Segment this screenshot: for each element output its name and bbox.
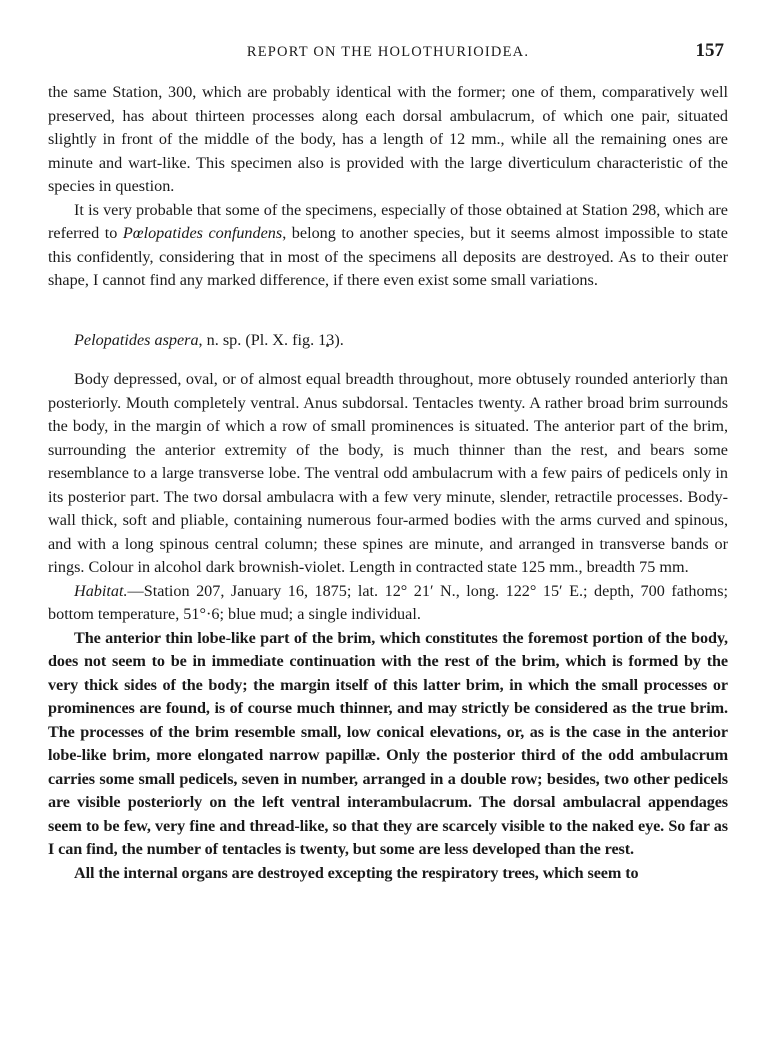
- paragraph-continuation: the same Station, 300, which are probably identical with the former; one of them, comparatively well preserved, has about thirteen processes along each dorsal ambulacrum, of which one pair, situated slightly in front of the middle of the body, has a length of 12 mm., while all the remaining ones are minute and wart-like. This specimen also is provided with the large diverticulum characteristic of the species in question.: [48, 83, 728, 195]
- paragraph-internal-organs: All the internal organs are destroyed excepting the respiratory trees, which seem to: [74, 863, 639, 882]
- paragraph-text: , belong to another species, but it seems almost impossible to state this confidently, considering that in most of the specimens all deposits are destroyed. As to their outer shape, I cannot find any marked difference, if there even exist some small variations.: [48, 224, 728, 289]
- paragraph-text: It is very probable that some of the specimens, especially of those obtained at Station 298, which are referred to: [48, 200, 728, 242]
- species-heading-name: Pelopatides aspera: [74, 330, 199, 349]
- running-head: REPORT ON THE HOLOTHURIOIDEA.: [246, 44, 530, 60]
- species-heading: [48, 329, 728, 353]
- paragraph-confundens: [48, 199, 728, 293]
- habitat-label: Habitat.: [74, 581, 128, 600]
- habitat-text: —Station 207, January 16, 1875; lat. 12° 21′ N., long. 122° 15′ E.; depth, 700 fathoms; bottom temperature, 51°·6; blue mud; a single individual.: [48, 581, 728, 623]
- species-heading-ref: , n. sp. (Pl. X. fig. 13).: [198, 330, 344, 349]
- species-name-italic: Pœlopatides confundens: [122, 224, 283, 242]
- paragraph-habitat: [48, 580, 728, 627]
- body-text: [48, 81, 728, 885]
- paragraph-description: Body depressed, oval, or of almost equal breadth throughout, more obtusely rounded anteriorly than posteriorly. Mouth completely ventral. Anus subdorsal. Tentacles twenty. A rather broad brim surrounds the body, in the margin of which a row of small prominences is situated. The anterior part of the brim, surrounding the anterior extremity of the body, is much thinner than the rest, and bears some resemblance to a large transverse lobe. The ventral odd ambulacrum with a few pairs of pedicels only in its posterior part. The two dorsal ambulacra with a few very minute, slender, retractile processes. Body-wall thick, soft and pliable, containing numerous four-armed bodies with the arms curved and spinous, and with a long spinous central column; these spines are minute, and arranged in transverse bands or rings. Colour in alcohol dark brownish-violet. Length in contracted state 125 mm., breadth 75 mm.: [48, 370, 728, 576]
- page-number: 157: [695, 40, 724, 61]
- paragraph-brim: The anterior thin lobe-like part of the brim, which constitutes the foremost portion of the body, does not seem to be in immediate continuation with the rest of the brim, which is formed by the very thick sides of the body; the margin itself of this latter brim, in which the small processes or prominences are found, is of course much thinner, and may strictly be considered as the true brim. The processes of the brim resemble small, low conical elevations, or, as is the case in the anterior lobe-like brim, more elongated narrow papillæ. Only the posterior third of the odd ambulacrum carries some small pedicels, seven in number, arranged in a double row; besides, two other pedicels are visible posteriorly on the left ventral interambulacrum. The dorsal ambulacral appendages seem to be few, very fine and thread-like, so that they are scarcely visible to the naked eye. So far as I can find, the number of tentacles is twenty, but some are less developed than the rest.: [48, 628, 728, 858]
- page-header: [48, 40, 728, 66]
- bold-text-block: [48, 627, 728, 886]
